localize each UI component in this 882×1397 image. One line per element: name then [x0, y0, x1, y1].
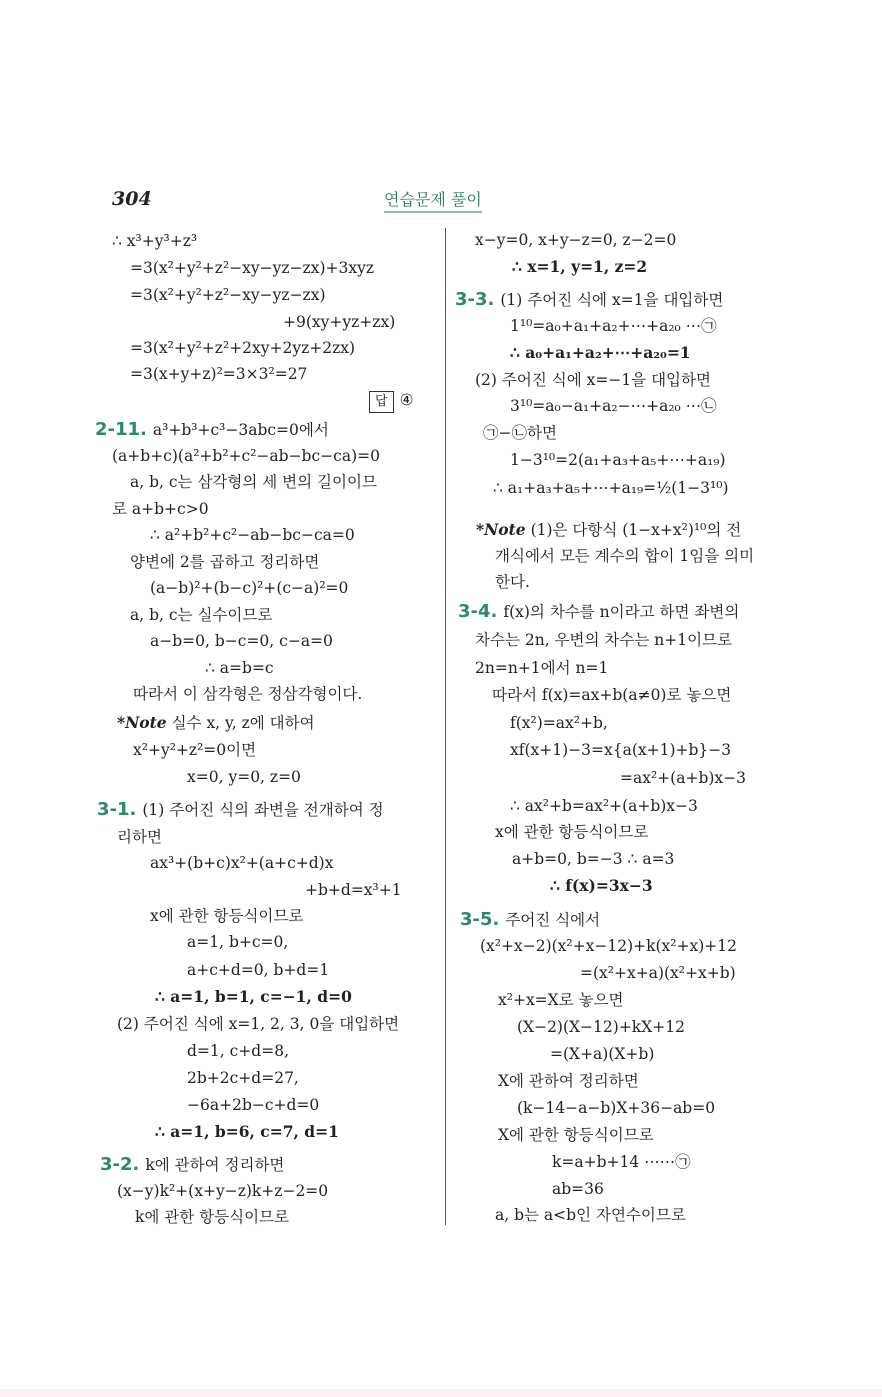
left-line: 양변에 2를 곱하고 정리하면 [130, 553, 320, 571]
right-line: 3¹⁰=a₀−a₁+a₂−⋯+a₂₀ ⋯㉡ [510, 397, 717, 415]
left-line: ax³+(b+c)x²+(a+c+d)x [150, 854, 334, 872]
left-line: (a+b+c)(a²+b²+c²−ab−bc−ca)=0 [112, 447, 380, 465]
right-line: xf(x+1)−3=x{a(x+1)+b}−3 [510, 741, 732, 759]
left-line: a−b=0, b−c=0, c−a=0 [150, 632, 333, 650]
left-line: x에 관한 항등식이므로 [150, 907, 304, 925]
left-line: ∴ x³+y³+z³ [112, 232, 198, 250]
right-line: 차수는 2n, 우변의 차수는 n+1이므로 [475, 631, 732, 649]
answer-value: ④ [399, 391, 414, 409]
right-line: 한다. [495, 573, 530, 591]
right-line: x−y=0, x+y−z=0, z−2=0 [475, 231, 677, 249]
right-line: (x²+x−2)(x²+x−12)+k(x²+x)+12 [480, 937, 737, 955]
right-line: ∴ f(x)=3x−3 [550, 876, 653, 895]
right-line: ∴ a₀+a₁+a₂+⋯+a₂₀=1 [510, 343, 691, 362]
page-number: 304 [112, 188, 152, 210]
right-line: 따라서 f(x)=ax+b(a≠0)로 놓으면 [492, 686, 732, 704]
left-line: ∴ a²+b²+c²−ab−bc−ca=0 [150, 526, 355, 544]
right-line: ∴ ax²+b=ax²+(a+b)x−3 [510, 797, 698, 815]
right-line: X에 관한 항등식이므로 [498, 1126, 654, 1144]
answer-box: 답 [369, 391, 394, 413]
problem-heading [460, 910, 600, 930]
problem-number: 3-1. [97, 799, 137, 820]
right-line: (2) 주어진 식에 x=−1을 대입하면 [475, 371, 711, 389]
problem-heading [97, 800, 384, 820]
right-line: *Note (1)은 다항식 (1−x+x²)¹⁰의 전 [476, 520, 742, 539]
right-line: ∴ a₁+a₃+a₅+⋯+a₁₉=½(1−3¹⁰) [493, 479, 729, 497]
problem-text: f(x)의 차수를 n이라고 하면 좌변의 [503, 603, 740, 621]
left-line: =3(x+y+z)²=3×3²=27 [130, 365, 308, 383]
right-line: f(x²)=ax²+b, [510, 714, 608, 732]
problem-text: (1) 주어진 식의 좌변을 전개하여 정 [142, 801, 384, 819]
problem-number: 3-2. [100, 1154, 140, 1175]
note-label: *Note [117, 713, 167, 732]
left-line: x²+y²+z²=0이면 [133, 741, 257, 759]
left-line: a=1, b+c=0, [187, 933, 289, 951]
problem-heading [455, 290, 723, 310]
bottom-strip [0, 1389, 882, 1397]
note-label: *Note [476, 520, 526, 539]
left-line: a, b, c는 삼각형의 세 변의 길이이므 [130, 473, 377, 491]
answer-line [369, 390, 413, 413]
running-title: 연습문제 풀이 [384, 187, 482, 213]
right-line: 1−3¹⁰=2(a₁+a₃+a₅+⋯+a₁₉) [510, 451, 726, 469]
left-line: (a−b)²+(b−c)²+(c−a)²=0 [150, 579, 349, 597]
left-line: *Note 실수 x, y, z에 대하여 [117, 713, 315, 732]
right-line: =(X+a)(X+b) [550, 1045, 655, 1063]
problem-text: 주어진 식에서 [505, 911, 601, 929]
problem-text: k에 관하여 정리하면 [145, 1156, 285, 1174]
right-line: ∴ x=1, y=1, z=2 [512, 257, 648, 276]
left-line: 따라서 이 삼각형은 정삼각형이다. [133, 685, 363, 703]
right-line: x에 관한 항등식이므로 [495, 823, 649, 841]
left-line: +b+d=x³+1 [305, 881, 402, 899]
problem-number: 3-5. [460, 909, 500, 930]
problem-heading [95, 420, 329, 440]
left-line: ∴ a=1, b=1, c=−1, d=0 [155, 987, 352, 1006]
left-line: =3(x²+y²+z²−xy−yz−zx)+3xyz [130, 259, 375, 277]
left-line: ∴ a=b=c [205, 659, 274, 677]
right-line: a+b=0, b=−3 ∴ a=3 [512, 850, 675, 868]
left-line: 2b+2c+d=27, [187, 1069, 299, 1087]
left-line: −6a+2b−c+d=0 [187, 1096, 320, 1114]
left-line: a, b, c는 실수이므로 [130, 606, 273, 624]
problem-text: (1) 주어진 식에 x=1을 대입하면 [500, 291, 724, 309]
left-line: x=0, y=0, z=0 [187, 768, 301, 786]
problem-heading [458, 602, 739, 622]
left-line: +9(xy+yz+zx) [283, 313, 396, 331]
right-line: ㉠−㉡하면 [483, 424, 557, 442]
column-divider [445, 228, 446, 1225]
right-line: k=a+b+14 ⋯⋯㉠ [552, 1153, 691, 1171]
left-line: a+c+d=0, b+d=1 [187, 961, 330, 979]
left-line: k에 관한 항등식이므로 [135, 1208, 290, 1226]
right-line: 2n=n+1에서 n=1 [475, 659, 609, 677]
right-line: a, b는 a<b인 자연수이므로 [495, 1206, 686, 1224]
right-line: ab=36 [552, 1180, 604, 1198]
left-line: d=1, c+d=8, [187, 1042, 289, 1060]
right-line: 개식에서 모든 계수의 합이 1임을 의미 [495, 547, 755, 565]
problem-number: 3-3. [455, 289, 495, 310]
right-line: X에 관하여 정리하면 [498, 1072, 639, 1090]
left-line: (2) 주어진 식에 x=1, 2, 3, 0을 대입하면 [117, 1015, 400, 1033]
left-line: 로 a+b+c>0 [112, 500, 209, 518]
problem-heading [100, 1155, 284, 1175]
problem-number: 3-4. [458, 601, 498, 622]
right-line: (X−2)(X−12)+kX+12 [517, 1018, 685, 1036]
right-line: =ax²+(a+b)x−3 [620, 769, 747, 787]
left-line: 리하면 [117, 828, 162, 846]
right-line: (k−14−a−b)X+36−ab=0 [517, 1099, 716, 1117]
right-line: x²+x=X로 놓으면 [498, 991, 624, 1009]
left-line: ∴ a=1, b=6, c=7, d=1 [155, 1122, 339, 1141]
left-line: =3(x²+y²+z²−xy−yz−zx) [130, 286, 326, 304]
left-line: (x−y)k²+(x+y−z)k+z−2=0 [117, 1182, 329, 1200]
left-line: =3(x²+y²+z²+2xy+2yz+2zx) [130, 339, 356, 357]
right-line: =(x²+x+a)(x²+x+b) [580, 964, 736, 982]
right-line: 1¹⁰=a₀+a₁+a₂+⋯+a₂₀ ⋯㉠ [510, 317, 717, 335]
problem-text: a³+b³+c³−3abc=0에서 [152, 421, 329, 439]
problem-number: 2-11. [95, 419, 147, 440]
